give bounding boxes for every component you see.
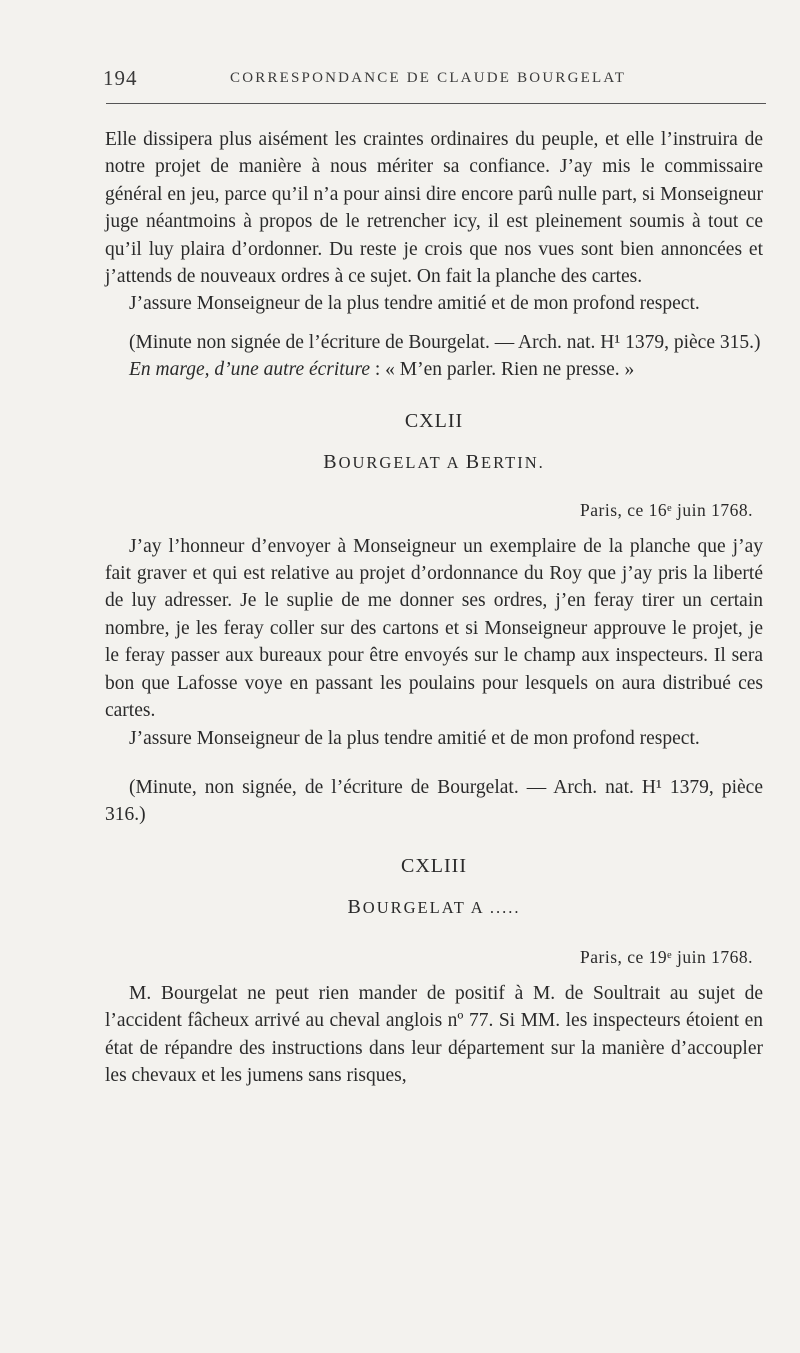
page-number: 194 <box>103 66 138 90</box>
source-note: (Minute, non signée, de l’écriture de Bourgelat. — Arch. nat. H¹ 1379, pièce 316.) <box>105 776 763 826</box>
address-initial-2: B <box>465 450 482 473</box>
address-initial: B <box>347 895 363 918</box>
letter-dateline: Paris, ce 19ᵉ juin 1768. <box>580 946 753 967</box>
address-text-1: OURGELAT A <box>338 452 466 472</box>
address-initial-1: B <box>323 450 339 473</box>
letter-number: CXLIII <box>401 854 467 877</box>
margin-note-label: En marge, d’une autre écriture <box>129 359 370 381</box>
letter-paragraph: J’ay l’honneur d’envoyer à Monseigneur un exemplaire de la planche que j’ay fait graver et qui est relative au projet d’ordonnance du Roy que j’ay pris la liberté de luy adresser. Je le suplie de me donner ses ordres, j’en feray tirer un certain nombre, je les feray coller sur des cartons et si Monseigneur approuve le projet, je le feray passer aux bureaux pour être envoyés sur le champ aux inspecteurs. Il sera bon que Lafosse voye en passant les poulains pour lesquels on aura distribué ces cartes. <box>105 535 763 722</box>
letter-paragraph: M. Bourgelat ne peut rien mander de positif à M. de Soultrait au sujet de l’accident fâcheux arrivé au cheval anglois nº 77. Si MM. les inspecteurs étoient en état de répandre des instructions dans leur département sur la manière d’accoupler les chevaux et les jumens sans risques, <box>105 982 763 1086</box>
margin-note-text: : « M’en parler. Rien ne presse. » <box>369 359 635 381</box>
running-title: CORRESPONDANCE DE CLAUDE BOURGELAT <box>230 70 627 86</box>
address-text-2: ERTIN. <box>481 452 545 472</box>
letter-closing: J’assure Monseigneur de la plus tendre amitié et de mon profond respect. <box>129 727 700 749</box>
closing-paragraph: J’assure Monseigneur de la plus tendre amitié et de mon profond respect. <box>129 293 700 315</box>
address-text: OURGELAT A ..... <box>362 897 521 917</box>
letter-number: CXLII <box>404 409 464 432</box>
letter-address <box>105 451 763 474</box>
page-header <box>103 66 763 90</box>
header-rule <box>106 103 766 104</box>
page-body <box>105 126 763 1089</box>
source-note: (Minute non signée de l’écriture de Bourgelat. — Arch. nat. H¹ 1379, pièce 315.) <box>129 331 761 353</box>
margin-note <box>105 356 763 383</box>
letter-dateline: Paris, ce 16ᵉ juin 1768. <box>580 499 753 520</box>
continued-paragraph: Elle dissipera plus aisément les craintes ordinaires du peuple, et elle l’instruira de notre projet de manière à nous mériter sa confiance. J’ay mis le commissaire général en jeu, parce qu’il n’a pour ainsi dire encore parû nulle part, si Monseigneur juge néantmoins à propos de le retrencher icy, il est pleinement soumis à tout ce qu’il luy plaira d’ordonner. Du reste je crois que nos vues sont bien annoncées et j’attends de nouveaux ordres à ce sujet. On fait la planche des cartes. <box>105 129 763 288</box>
letter-address <box>105 896 763 919</box>
